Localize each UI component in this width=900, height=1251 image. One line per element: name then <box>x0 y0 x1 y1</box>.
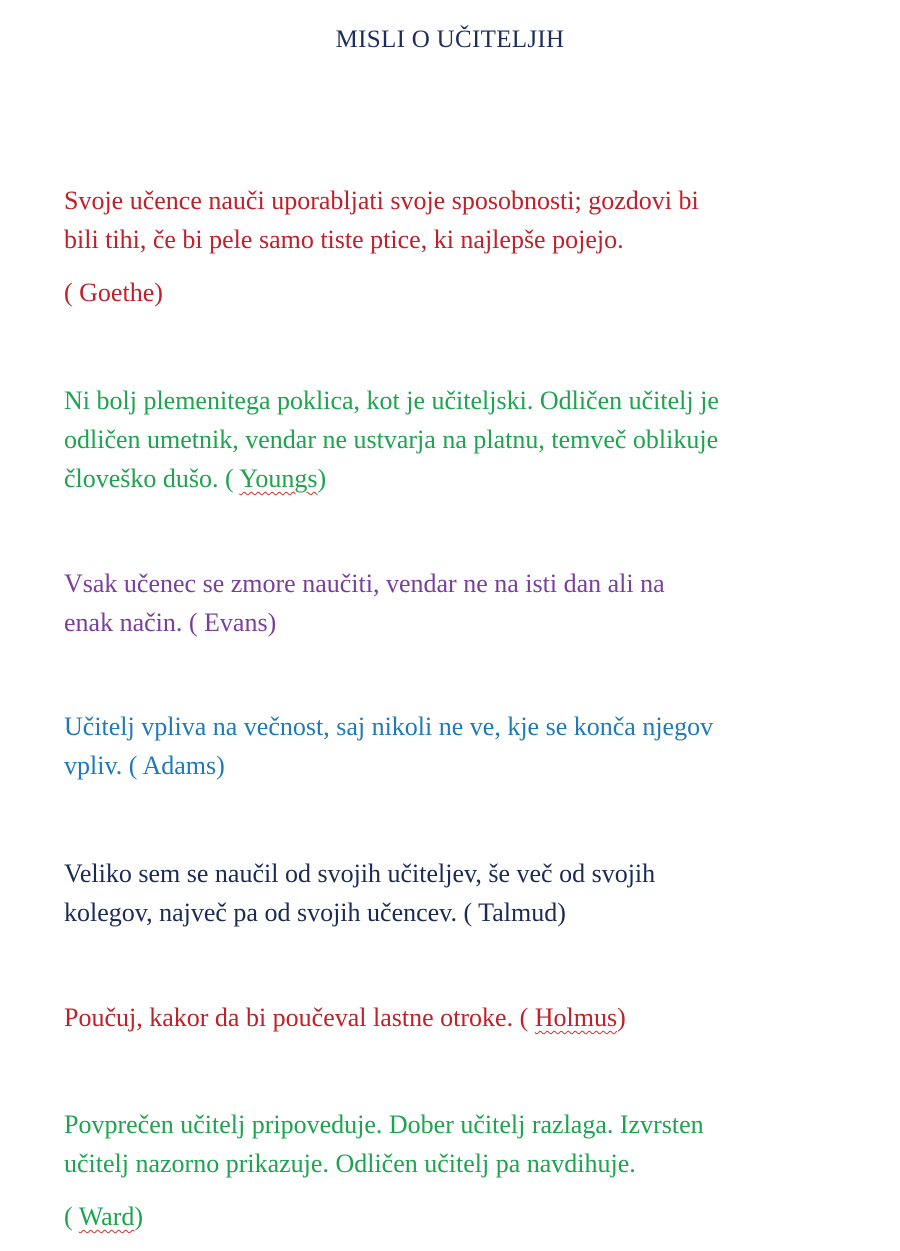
quote-author-line <box>64 1197 143 1236</box>
quote-talmud <box>64 854 874 932</box>
quote-text: človeško dušo. ( <box>64 464 240 493</box>
quote-holmus <box>64 998 874 1037</box>
quote-line: Ni bolj plemenitega poklica, kot je učiteljski. Odličen učitelj je <box>64 386 719 415</box>
quote-goethe <box>64 181 874 259</box>
quote-close-paren: ) <box>134 1202 144 1231</box>
quote-line: učitelj nazorno prikazuje. Odličen učitelj pa navdihuje. <box>64 1149 636 1178</box>
page-title: MISLI O UČITELJIH <box>335 26 565 53</box>
quote-line: bili tihi, če bi pele samo tiste ptice, ki najlepše pojejo. <box>64 225 624 254</box>
quote-line: kolegov, največ pa od svojih učencev. ( Talmud) <box>64 898 566 927</box>
quote-author: Youngs <box>239 464 318 493</box>
quote-line <box>64 459 874 498</box>
quote-line <box>64 998 874 1037</box>
quote-close-paren: ) <box>617 1003 626 1032</box>
quote-line: vpliv. ( Adams) <box>64 751 225 780</box>
quote-line: odličen umetnik, vendar ne ustvarja na platnu, temveč oblikuje <box>64 425 719 454</box>
quote-ward <box>64 1105 874 1183</box>
quote-line: Veliko sem se naučil od svojih učiteljev, še več od svojih <box>64 859 656 888</box>
quote-text: Poučuj, kakor da bi poučeval lastne otroke. ( <box>64 1003 535 1032</box>
quote-line: enak način. ( Evans) <box>64 608 277 637</box>
quote-evans <box>64 564 874 642</box>
quote-line: Svoje učence nauči uporabljati svoje sposobnosti; gozdovi bi <box>64 186 699 215</box>
quote-youngs <box>64 381 874 498</box>
quote-adams <box>64 707 874 785</box>
quote-author: Ward <box>78 1202 135 1231</box>
quote-line: Vsak učenec se zmore naučiti, vendar ne na isti dan ali na <box>64 569 665 598</box>
quote-author: Holmus <box>534 1003 618 1032</box>
quote-author: ( Goethe) <box>64 278 163 307</box>
quote-line: Povprečen učitelj pripoveduje. Dober učitelj razlaga. Izvrsten <box>64 1110 704 1139</box>
quote-open-paren: ( <box>64 1202 79 1231</box>
quote-close-paren: ) <box>317 464 327 493</box>
quote-line: Učitelj vpliva na večnost, saj nikoli ne ve, kje se konča njegov <box>64 712 714 741</box>
